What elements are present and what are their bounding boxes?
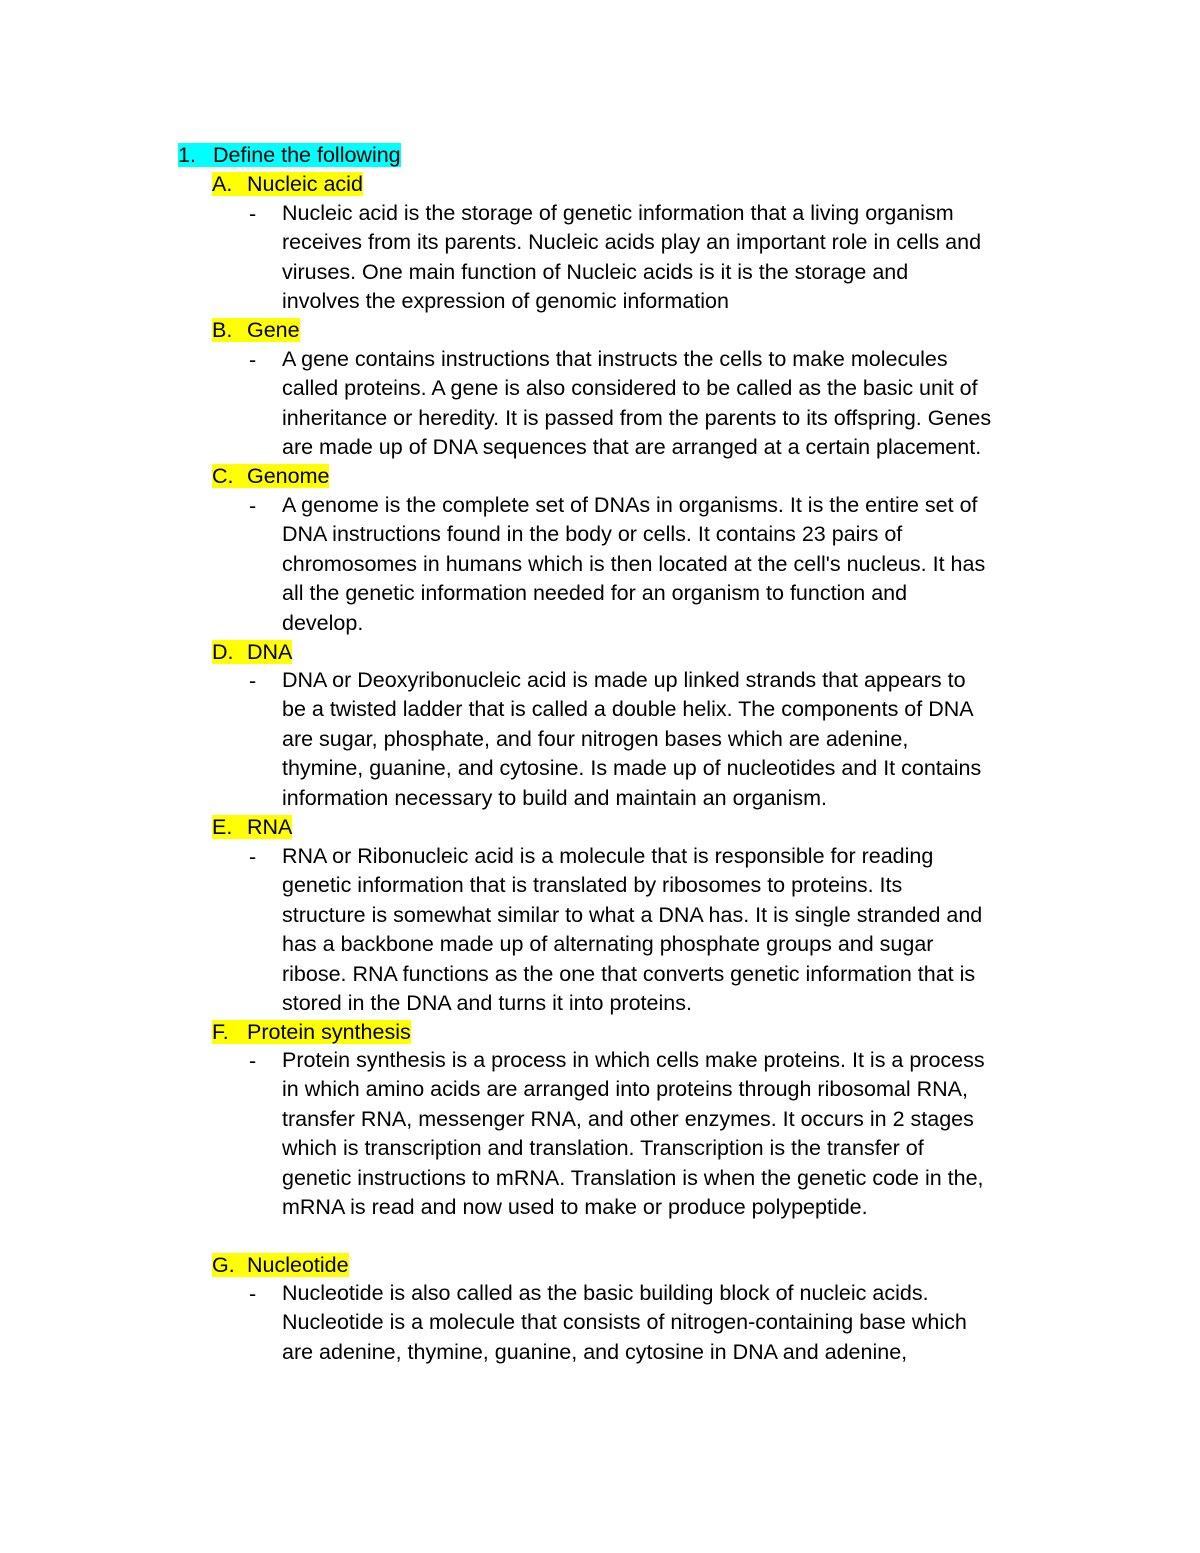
definition-line: genetic instructions to mRNA. Translation is when the genetic code in the, xyxy=(282,1165,984,1190)
bullet-dash: - xyxy=(249,494,257,518)
term-name: Protein synthesis xyxy=(247,1020,411,1044)
term-heading xyxy=(212,813,292,842)
definition-line: Protein synthesis is a process in which cells make proteins. It is a process xyxy=(282,1048,985,1072)
term-highlight xyxy=(212,1020,411,1044)
bullet-dash: - xyxy=(249,845,257,869)
definition-text xyxy=(282,1046,1072,1222)
bullet-dash: - xyxy=(249,348,257,372)
term-name: Nucleic acid xyxy=(247,172,363,196)
definition-line: involves the expression of genomic information xyxy=(282,289,729,314)
term-highlight xyxy=(212,640,292,664)
definition-line: inheritance or heredity. It is passed from the parents to its offspring. Genes xyxy=(282,405,992,430)
term-heading xyxy=(212,1018,411,1047)
definition-line: viruses. One main function of Nucleic acids is it is the storage and xyxy=(282,259,909,284)
definition-line: be a twisted ladder that is called a double helix. The components of DNA xyxy=(282,697,974,722)
term-letter: C. xyxy=(212,464,234,488)
definition-line: are adenine, thymine, guanine, and cytosine in DNA and adenine, xyxy=(282,1339,908,1364)
question-heading xyxy=(178,141,401,170)
term-highlight xyxy=(212,318,300,342)
definition-line: chromosomes in humans which is then located at the cell's nucleus. It has xyxy=(282,551,986,576)
definition-text xyxy=(282,666,1072,813)
definition-line: information necessary to build and maintain an organism. xyxy=(282,785,827,810)
definition-line: thymine, guanine, and cytosine. Is made up of nucleotides and It contains xyxy=(282,756,982,781)
term-name: Nucleotide xyxy=(247,1253,349,1277)
definition-line: Nucleic acid is the storage of genetic information that a living organism xyxy=(282,201,954,225)
term-heading xyxy=(212,462,329,491)
definition-line: genetic information that is translated by ribosomes to proteins. Its xyxy=(282,873,903,898)
term-letter: E. xyxy=(212,815,233,839)
definition-text xyxy=(282,842,1072,1018)
definition-text xyxy=(282,491,1072,638)
term-name: DNA xyxy=(247,640,293,664)
question-text: Define the following xyxy=(213,143,401,167)
term-name: Gene xyxy=(247,318,300,342)
definition-line: in which amino acids are arranged into proteins through ribosomal RNA, xyxy=(282,1077,968,1102)
definition-line: all the genetic information needed for an organism to function and xyxy=(282,581,908,606)
term-letter: A. xyxy=(212,172,233,196)
definition-line: are sugar, phosphate, and four nitrogen bases which are adenine, xyxy=(282,726,909,751)
term-letter: F. xyxy=(212,1020,229,1044)
term-highlight xyxy=(212,464,329,488)
definition-line: are made up of DNA sequences that are arranged at a certain placement. xyxy=(282,435,982,460)
definition-line: transfer RNA, messenger RNA, and other enzymes. It occurs in 2 stages xyxy=(282,1106,974,1131)
definition-line: DNA instructions found in the body or cells. It contains 23 pairs of xyxy=(282,522,903,547)
term-heading xyxy=(212,170,363,199)
definition-text xyxy=(282,345,1072,463)
definition-line: RNA or Ribonucleic acid is a molecule that is responsible for reading xyxy=(282,844,934,868)
term-name: RNA xyxy=(247,815,293,839)
definition-line: called proteins. A gene is also considered to be called as the basic unit of xyxy=(282,376,978,401)
definition-line: has a backbone made up of alternating phosphate groups and sugar xyxy=(282,932,934,957)
term-heading xyxy=(212,1251,349,1280)
bullet-dash: - xyxy=(249,1049,257,1073)
question-highlight xyxy=(178,143,401,167)
term-heading xyxy=(212,638,292,667)
term-letter: G. xyxy=(212,1253,235,1277)
question-number: 1. xyxy=(178,143,196,167)
term-letter: D. xyxy=(212,640,234,664)
definition-line: A gene contains instructions that instructs the cells to make molecules xyxy=(282,347,948,371)
term-highlight xyxy=(212,172,363,196)
term-highlight xyxy=(212,815,292,839)
definition-line: which is transcription and translation. Transcription is the transfer of xyxy=(282,1136,924,1161)
definition-text xyxy=(282,199,1072,317)
term-highlight xyxy=(212,1253,349,1277)
term-name: Genome xyxy=(247,464,330,488)
definition-line: ribose. RNA functions as the one that converts genetic information that is xyxy=(282,961,976,986)
definition-text xyxy=(282,1279,1072,1367)
bullet-dash: - xyxy=(249,1282,257,1306)
definition-line: structure is somewhat similar to what a DNA has. It is single stranded and xyxy=(282,902,983,927)
term-heading xyxy=(212,316,300,345)
definition-line: DNA or Deoxyribonucleic acid is made up linked strands that appears to xyxy=(282,668,966,692)
definition-line: mRNA is read and now used to make or produce polypeptide. xyxy=(282,1195,868,1220)
definition-line: stored in the DNA and turns it into proteins. xyxy=(282,991,692,1016)
term-letter: B. xyxy=(212,318,233,342)
bullet-dash: - xyxy=(249,202,257,226)
definition-line: develop. xyxy=(282,610,364,635)
bullet-dash: - xyxy=(249,669,257,693)
definition-line: Nucleotide is also called as the basic building block of nucleic acids. xyxy=(282,1281,929,1305)
definition-line: A genome is the complete set of DNAs in organisms. It is the entire set of xyxy=(282,493,978,517)
definition-line: receives from its parents. Nucleic acids play an important role in cells and xyxy=(282,230,982,255)
definition-line: Nucleotide is a molecule that consists of nitrogen-containing base which xyxy=(282,1310,967,1335)
